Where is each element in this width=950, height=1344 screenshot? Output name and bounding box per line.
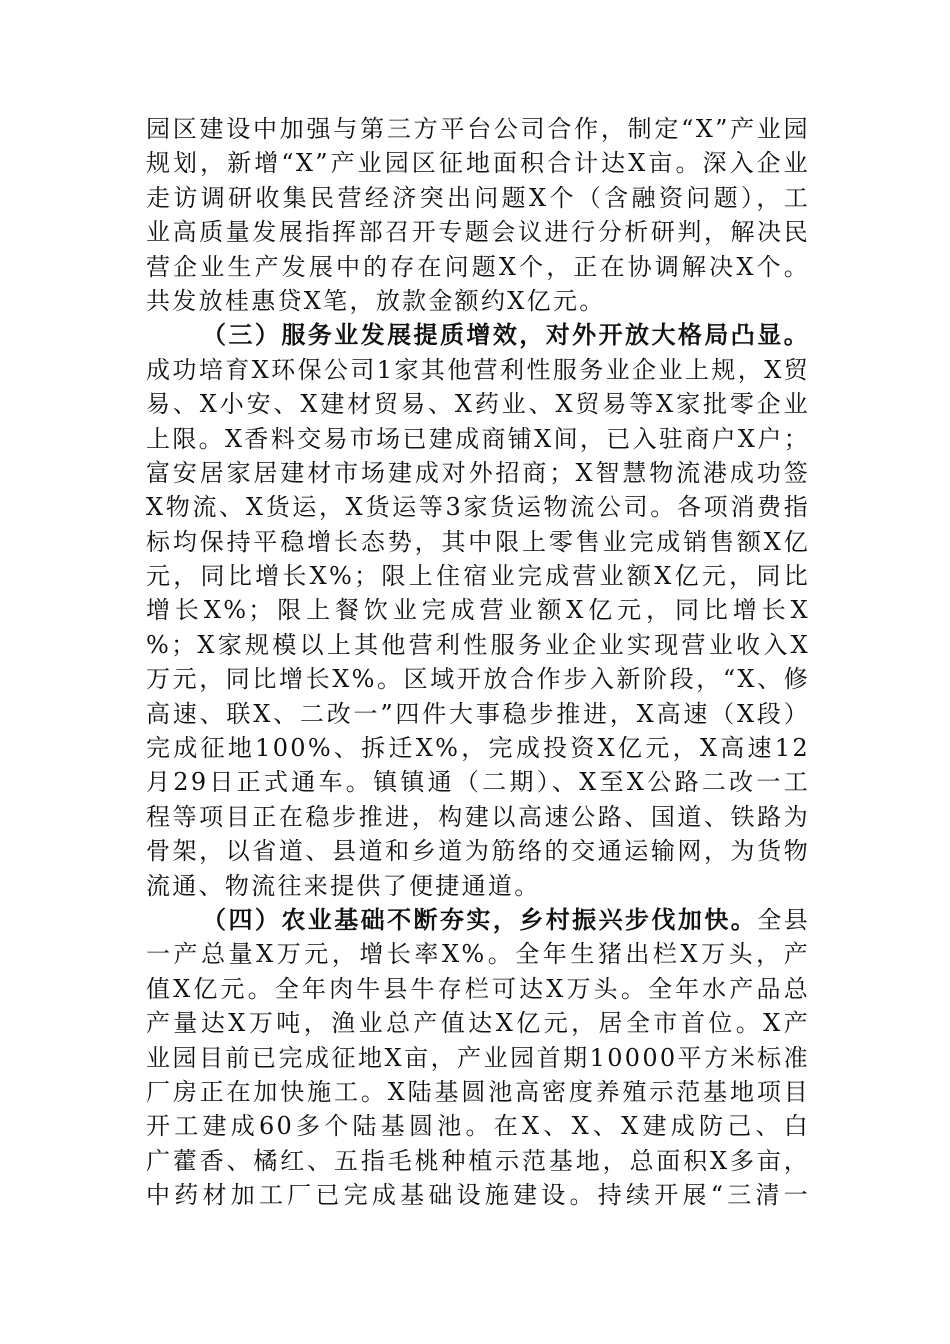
- section-heading-line: [146, 903, 810, 937]
- paragraph-line: 万元，同比增长X%。区域开放合作步入新阶段，“X、修: [146, 665, 810, 694]
- paragraph-line: 上限。X香料交易市场已建成商铺X间，已入驻商户X户；: [146, 424, 810, 453]
- paragraph-line: 走访调研收集民营经济突出问题X个（含融资问题），工: [146, 183, 810, 212]
- paragraph-line: 开工建成60多个陆基圆池。在X、X、X建成防己、白: [146, 1112, 810, 1141]
- paragraph-line: 元，同比增长X%；限上住宿业完成营业额X亿元，同比: [146, 562, 810, 591]
- paragraph-line: 规划，新增“X”产业园区征地面积合计达X亩。深入企业: [146, 149, 810, 178]
- paragraph-line: 程等项目正在稳步推进，构建以高速公路、国道、铁路为: [146, 802, 810, 831]
- paragraph-line: 厂房正在加快施工。X陆基圆池高密度养殖示范基地项目: [146, 1077, 810, 1106]
- paragraph-line: 营企业生产发展中的存在问题X个，正在协调解决X个。: [146, 252, 810, 281]
- paragraph-line: 一产总量X万元，增长率X%。全年生猪出栏X万头，产: [146, 940, 810, 969]
- section-heading: （四）农业基础不断夯实，乡村振兴步伐加快。: [202, 904, 758, 934]
- paragraph-line: 中药材加工厂已完成基础设施建设。持续开展“三清一: [146, 1181, 810, 1210]
- paragraph-line: 流通、物流往来提供了便捷通道。: [146, 871, 541, 900]
- paragraph-line: 高速、联X、二改一”四件大事稳步推进，X高速（X段）: [146, 699, 810, 728]
- paragraph-line: 成功培育X环保公司1家其他营利性服务业企业上规，X贸: [146, 355, 810, 384]
- paragraph-line: 易、X小安、X建材贸易、X药业、X贸易等X家批零企业: [146, 390, 810, 419]
- paragraph-line: 值X亿元。全年肉牛县牛存栏可达X万头。全年水产品总: [146, 974, 810, 1003]
- paragraph-line: 标均保持平稳增长态势，其中限上零售业完成销售额X亿: [146, 527, 810, 556]
- paragraph-line: 增长X%；限上餐饮业完成营业额X亿元，同比增长X: [146, 596, 810, 625]
- paragraph-line: 共发放桂惠贷X笔，放款金额约X亿元。: [146, 286, 606, 315]
- paragraph-line: 骨架，以省道、县道和乡道为筋络的交通运输网，为货物: [146, 837, 810, 866]
- paragraph-line: 富安居家居建材市场建成对外招商；X智慧物流港成功签: [146, 458, 810, 487]
- paragraph-line: 园区建设中加强与第三方平台公司合作，制定“X”产业园: [146, 115, 810, 143]
- paragraph-line: 业高质量发展指挥部召开专题会议进行分析研判，解决民: [146, 218, 810, 247]
- section-heading: （三）服务业发展提质增效，对外开放大格局凸显。: [202, 320, 810, 350]
- paragraph-text: 全县: [757, 905, 810, 934]
- paragraph-line: 完成征地100%、拆迁X%，完成投资X亿元，X高速12: [146, 734, 810, 763]
- paragraph-line: 产量达X万吨，渔业总产值达X亿元，居全市首位。X产: [146, 1009, 810, 1038]
- paragraph-line: X物流、X货运，X货运等3家货运物流公司。各项消费指: [146, 493, 810, 522]
- paragraph-line: %；X家规模以上其他营利性服务业企业实现营业收入X: [146, 630, 810, 659]
- paragraph-line: 月29日正式通车。镇镇通（二期）、X至X公路二改一工: [146, 768, 810, 797]
- paragraph-line: 业园目前已完成征地X亩，产业园首期10000平方米标准: [146, 1043, 810, 1072]
- document-body: [146, 112, 810, 1213]
- paragraph-line: 广藿香、橘红、五指毛桃种植示范基地，总面积X多亩，: [146, 1146, 810, 1175]
